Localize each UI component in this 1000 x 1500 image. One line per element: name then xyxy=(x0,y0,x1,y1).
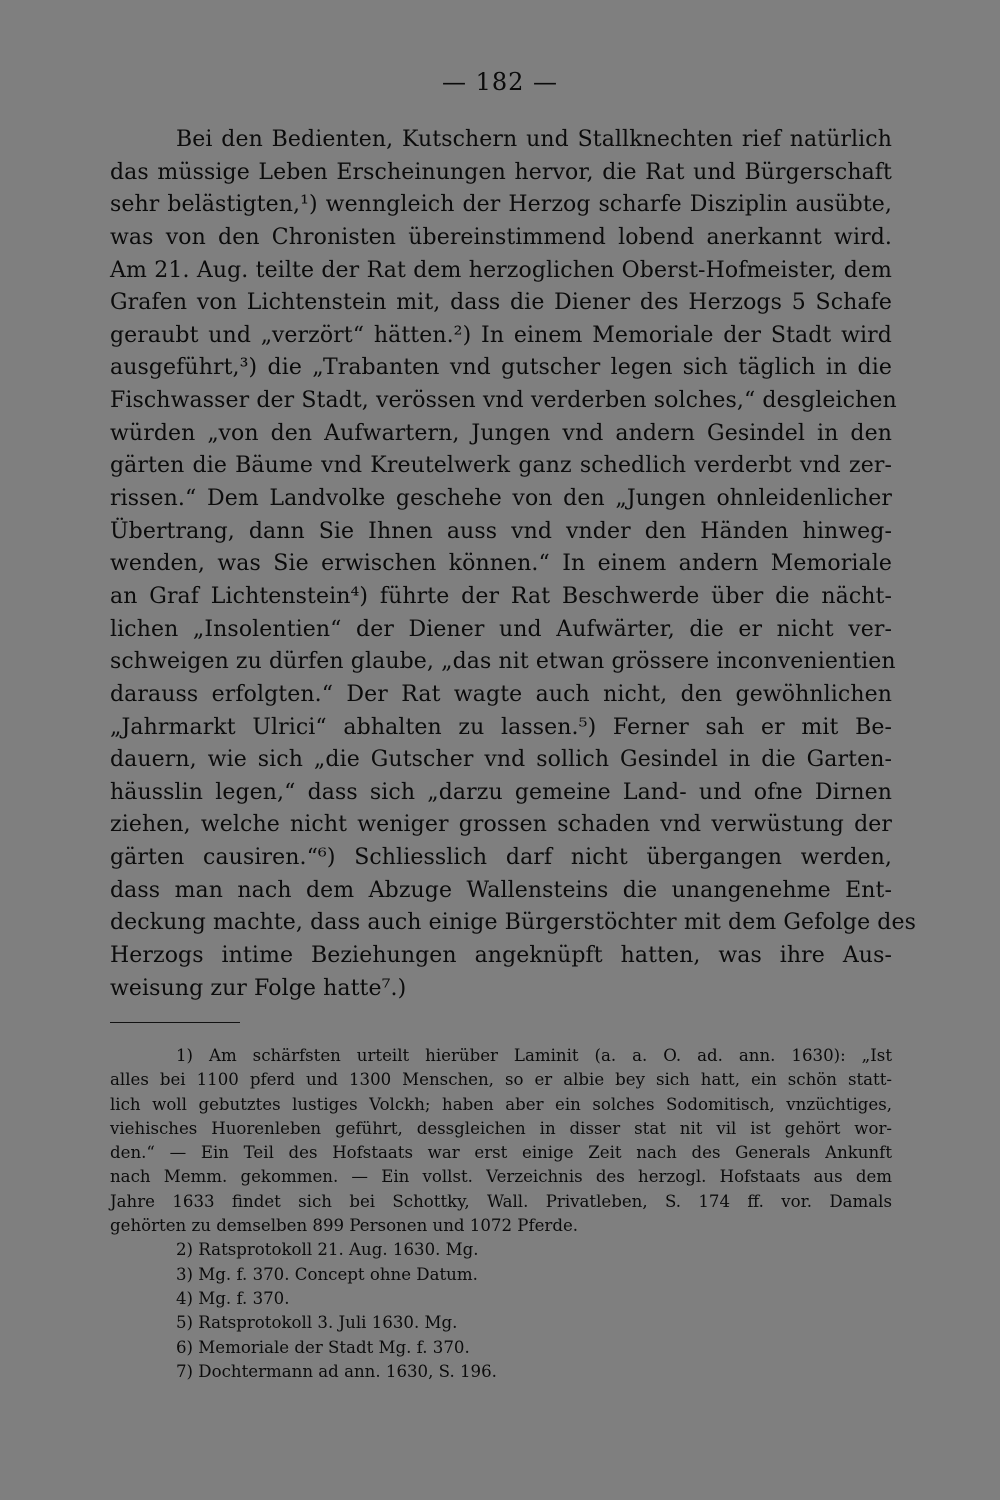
footnote-line: gehörten zu demselben 899 Personen und 1072 Pferde. xyxy=(110,1216,579,1236)
body-line: Fischwasser der Stadt, verössen vnd verderben solches,“ desgleichen xyxy=(110,388,897,414)
footnote-item: 6) Memoriale der Stadt Mg. f. 370. xyxy=(176,1337,470,1357)
body-line: das müssige Leben Erscheinungen hervor, die Rat und Bürgerschaft xyxy=(110,159,892,185)
footnote-line: nach Memm. gekommen. — Ein vollst. Verzeichnis des herzogl. Hofstaats aus dem xyxy=(110,1167,892,1187)
body-line: Grafen von Lichtenstein mit, dass die Diener des Herzogs 5 Schafe xyxy=(110,290,892,316)
body-line: geraubt und „verzört“ hätten.²) In einem Memoriale der Stadt wird xyxy=(110,322,892,348)
body-line: Bei den Bedienten, Kutschern und Stallknechten rief natürlich xyxy=(176,127,892,152)
body-line: würden „von den Aufwartern, Jungen vnd andern Gesindel in den xyxy=(110,420,892,446)
footnote-line: lich woll gebutztes lustiges Volckh; haben aber ein solches Sodomitisch, vnzüchtiges, xyxy=(110,1094,892,1114)
body-line: lichen „Insolentien“ der Diener und Aufwärter, die er nicht ver- xyxy=(110,616,892,642)
footnote-line: Jahre 1633 findet sich bei Schottky, Wall. Privatleben, S. 174 ff. vor. Damals xyxy=(110,1191,892,1211)
body-line: schweigen zu dürfen glaube, „das nit etwan grössere inconvenientien xyxy=(110,649,896,675)
footnote-item: 5) Ratsprotokoll 3. Juli 1630. Mg. xyxy=(176,1313,458,1333)
footnote-line: viehisches Huorenleben geführt, dessgleichen in disser stat nit vil ist gehört wor- xyxy=(110,1118,892,1138)
body-line: dauern, wie sich „die Gutscher vnd sollich Gesindel in die Garten- xyxy=(110,747,892,773)
body-text xyxy=(110,124,916,1005)
body-line: wenden, was Sie erwischen können.“ In einem andern Memoriale xyxy=(110,551,892,577)
body-line: deckung machte, dass auch einige Bürgerstöchter mit dem Gefolge des xyxy=(110,910,916,936)
footnote-line: den.“ — Ein Teil des Hofstaats war erst einige Zeit nach des Generals Ankunft xyxy=(110,1143,892,1163)
body-line: rissen.“ Dem Landvolke geschehe von den „Jungen ohnleidenlicher xyxy=(110,486,892,512)
footnote-item: 3) Mg. f. 370. Concept ohne Datum. xyxy=(176,1264,478,1284)
footnote-divider xyxy=(110,1022,240,1023)
body-line: gärten causiren.“⁶) Schliesslich darf nicht übergangen werden, xyxy=(110,845,892,871)
footnote-line: 1) Am schärfsten urteilt hierüber Laminit (a. a. O. ad. ann. 1630): „Ist xyxy=(176,1046,892,1065)
body-line: sehr belästigten,¹) wenngleich der Herzog scharfe Disziplin ausübte, xyxy=(110,192,892,218)
footnote-line: alles bei 1100 pferd und 1300 Menschen, so er albie bey sich hatt, ein schön statt- xyxy=(110,1070,892,1090)
body-line: Am 21. Aug. teilte der Rat dem herzoglichen Oberst-Hofmeister, dem xyxy=(110,257,892,283)
footnote-item: 2) Ratsprotokoll 21. Aug. 1630. Mg. xyxy=(176,1240,479,1260)
body-line: was von den Chronisten übereinstimmend lobend anerkannt wird. xyxy=(110,224,892,250)
body-line: „Jahrmarkt Ulrici“ abhalten zu lassen.⁵) Ferner sah er mit Be- xyxy=(110,714,892,740)
footnote-item: 7) Dochtermann ad ann. 1630, S. 196. xyxy=(176,1361,497,1381)
body-line: an Graf Lichtenstein⁴) führte der Rat Beschwerde über die nächt- xyxy=(110,583,892,609)
body-line: häusslin legen,“ dass sich „darzu gemeine Land- und ofne Dirnen xyxy=(110,779,892,805)
body-line: Übertrang, dann Sie Ihnen auss vnd vnder den Händen hinweg- xyxy=(110,518,892,544)
body-line: dass man nach dem Abzuge Wallensteins die unangenehme Ent- xyxy=(110,877,892,903)
body-line: ziehen, welche nicht weniger grossen schaden vnd verwüstung der xyxy=(110,812,892,838)
page-number: — 182 — xyxy=(441,68,559,96)
body-line: Herzogs intime Beziehungen angeknüpft hatten, was ihre Aus- xyxy=(110,943,892,969)
body-line: darauss erfolgten.“ Der Rat wagte auch nicht, den gewöhnlichen xyxy=(110,681,892,707)
body-line: ausgeführt,³) die „Trabanten vnd gutscher legen sich täglich in die xyxy=(110,355,892,381)
footnotes xyxy=(110,1044,892,1384)
footnote-item: 4) Mg. f. 370. xyxy=(176,1288,290,1308)
body-line: weisung zur Folge hatte⁷.) xyxy=(110,975,407,1001)
body-line: gärten die Bäume vnd Kreutelwerk ganz schedlich verderbt vnd zer- xyxy=(110,453,892,479)
